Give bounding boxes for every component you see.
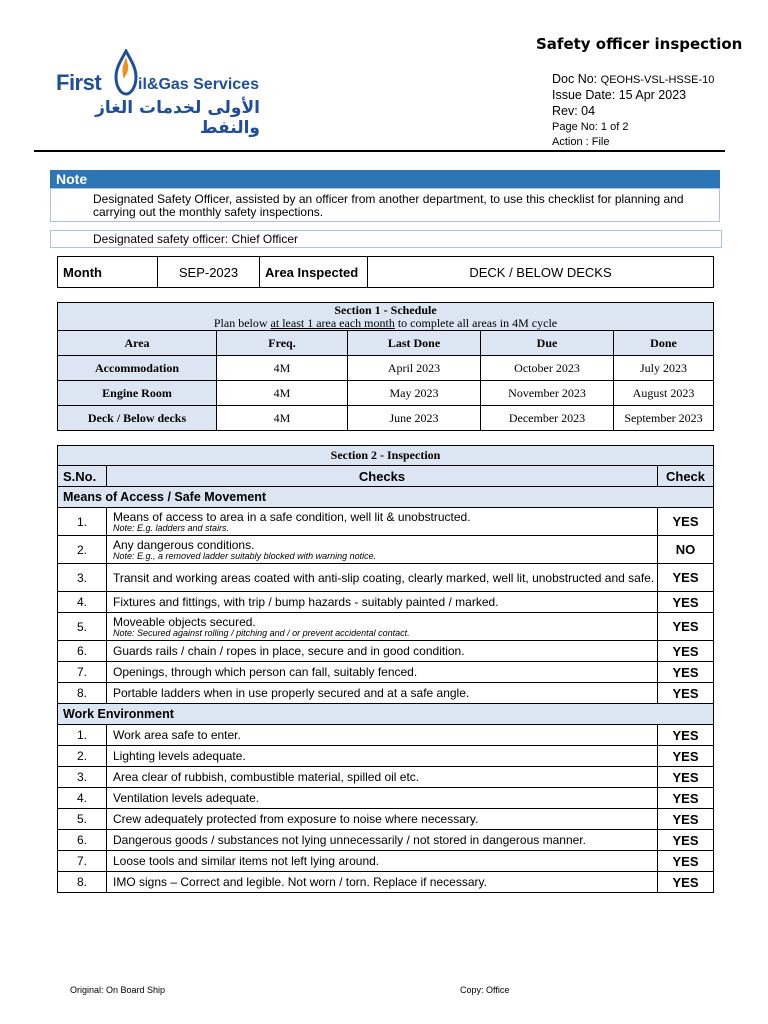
check-result: YES <box>658 725 714 746</box>
schedule-header-last-done: Last Done <box>348 331 481 356</box>
check-description <box>107 767 658 788</box>
month-value: SEP-2023 <box>158 257 260 288</box>
item-number: 5. <box>58 809 107 830</box>
inspection-title: Section 2 - Inspection <box>58 446 714 466</box>
check-result: NO <box>658 536 714 564</box>
doc-number <box>552 72 714 86</box>
check-text: Crew adequately protected from exposure to noise where necessary. <box>113 812 479 826</box>
check-description <box>107 725 658 746</box>
check-text: Any dangerous conditions. <box>113 537 255 552</box>
checklist-row <box>58 809 714 830</box>
action: Action : File <box>552 136 610 148</box>
checklist-row <box>58 767 714 788</box>
check-result: YES <box>658 830 714 851</box>
check-text: Loose tools and similar items not left lying around. <box>113 854 380 868</box>
schedule-done: July 2023 <box>614 356 714 381</box>
section-group-heading: Work Environment <box>58 704 714 725</box>
item-number: 7. <box>58 662 107 683</box>
checklist-row <box>58 788 714 809</box>
check-result: YES <box>658 564 714 592</box>
schedule-freq: 4M <box>217 381 348 406</box>
schedule-header-done: Done <box>614 331 714 356</box>
footer-copy: Copy: Office <box>460 985 510 995</box>
check-result: YES <box>658 592 714 613</box>
item-number: 2. <box>58 746 107 767</box>
section-group-heading: Means of Access / Safe Movement <box>58 487 714 508</box>
check-description <box>107 592 658 613</box>
check-description <box>107 508 658 536</box>
schedule-header-freq: Freq. <box>217 331 348 356</box>
check-text: Openings, through which person can fall, suitably fenced. <box>113 665 418 679</box>
schedule-due: December 2023 <box>481 406 614 431</box>
checklist-row <box>58 683 714 704</box>
schedule-area: Engine Room <box>102 385 172 400</box>
doc-number-value: QEOHS-VSL-HSSE-10 <box>600 74 715 86</box>
check-description <box>107 641 658 662</box>
header-divider <box>34 150 725 152</box>
oil-drop-icon <box>112 49 140 97</box>
header-sno: S.No. <box>58 466 107 487</box>
issue-date: Issue Date: 15 Apr 2023 <box>552 88 687 102</box>
schedule-row <box>58 381 714 406</box>
schedule-title-cell <box>58 303 714 331</box>
area-label: Area Inspected <box>260 257 368 288</box>
item-number: 5. <box>58 613 107 641</box>
check-result: YES <box>658 613 714 641</box>
logo-arabic-text: الأولى لخدمات الغاز والنفط <box>95 98 260 138</box>
check-text: Moveable objects secured. <box>113 614 256 629</box>
check-note: Note: Secured against rolling / pitching and / or prevent accidental contact. <box>113 627 410 638</box>
designated-officer: Designated safety officer: Chief Officer <box>50 230 722 248</box>
item-number: 3. <box>58 767 107 788</box>
schedule-done: September 2023 <box>614 406 714 431</box>
item-number: 4. <box>58 592 107 613</box>
schedule-header-area: Area <box>58 331 217 356</box>
check-text: Means of access to area in a safe condition, well lit & unobstructed. <box>113 509 471 524</box>
area-value: DECK / BELOW DECKS <box>368 257 714 288</box>
check-result: YES <box>658 872 714 893</box>
revision: Rev: 04 <box>552 104 596 118</box>
summary-table <box>57 256 714 288</box>
check-description <box>107 830 658 851</box>
checklist-row <box>58 564 714 592</box>
logo-rest-text: il&Gas Services <box>138 76 259 93</box>
check-text: Guards rails / chain / ropes in place, secure and in good condition. <box>113 644 465 658</box>
check-result: YES <box>658 788 714 809</box>
check-text: Lighting levels adequate. <box>113 749 246 763</box>
checklist-row <box>58 746 714 767</box>
page-number: Page No: 1 of 2 <box>552 121 629 133</box>
schedule-area: Deck / Below decks <box>87 410 187 425</box>
schedule-header-due: Due <box>481 331 614 356</box>
schedule-due: November 2023 <box>481 381 614 406</box>
check-text: Dangerous goods / substances not lying unnecessarily / not stored in dangerous manner. <box>113 833 586 847</box>
footer-original: Original: On Board Ship <box>70 985 166 995</box>
schedule-table <box>57 302 714 431</box>
schedule-last-done: April 2023 <box>348 356 481 381</box>
item-number: 1. <box>58 725 107 746</box>
schedule-subtitle: Plan below at least 1 area each month to complete all areas in 4M cycle <box>213 315 558 330</box>
doc-number-label: Doc No: <box>552 72 598 86</box>
check-description <box>107 809 658 830</box>
company-logo <box>56 44 266 138</box>
check-description <box>107 564 658 592</box>
check-result: YES <box>658 809 714 830</box>
note-heading: Note <box>50 170 720 188</box>
check-result: YES <box>658 851 714 872</box>
schedule-last-done: May 2023 <box>348 381 481 406</box>
item-number: 4. <box>58 788 107 809</box>
item-number: 8. <box>58 872 107 893</box>
check-note: Note: E.g., a removed ladder suitably blocked with warning notice. <box>113 550 377 561</box>
checklist-row <box>58 872 714 893</box>
item-number: 6. <box>58 830 107 851</box>
check-description <box>107 683 658 704</box>
inspection-table <box>57 445 714 893</box>
checklist-row <box>58 851 714 872</box>
check-description <box>107 851 658 872</box>
schedule-row <box>58 406 714 431</box>
check-text: Fixtures and fittings, with trip / bump hazards - suitably painted / marked. <box>113 595 499 609</box>
item-number: 6. <box>58 641 107 662</box>
check-result: YES <box>658 767 714 788</box>
check-text: Ventilation levels adequate. <box>113 791 260 805</box>
schedule-done: August 2023 <box>614 381 714 406</box>
checklist-row <box>58 725 714 746</box>
check-description <box>107 536 658 564</box>
header-check: Check <box>658 466 714 487</box>
schedule-freq: 4M <box>217 406 348 431</box>
check-text: Portable ladders when in use properly secured and at a safe angle. <box>113 686 470 700</box>
check-result: YES <box>658 662 714 683</box>
check-text: IMO signs – Correct and legible. Not worn / torn. Replace if necessary. <box>113 875 487 889</box>
check-text: Transit and working areas coated with anti-slip coating, clearly marked, well lit, unobstructed and safe. <box>113 570 655 585</box>
check-result: YES <box>658 508 714 536</box>
check-description <box>107 788 658 809</box>
schedule-last-done: June 2023 <box>348 406 481 431</box>
document-title: Safety officer inspection <box>536 35 743 53</box>
month-label: Month <box>58 257 158 288</box>
schedule-freq: 4M <box>217 356 348 381</box>
item-number: 7. <box>58 851 107 872</box>
item-number: 3. <box>58 564 107 592</box>
check-result: YES <box>658 641 714 662</box>
item-number: 2. <box>58 536 107 564</box>
check-description <box>107 613 658 641</box>
check-description <box>107 746 658 767</box>
check-text: Area clear of rubbish, combustible material, spilled oil etc. <box>113 770 420 784</box>
schedule-row <box>58 356 714 381</box>
schedule-due: October 2023 <box>481 356 614 381</box>
check-text: Work area safe to enter. <box>113 728 241 742</box>
item-number: 8. <box>58 683 107 704</box>
check-note: Note: E.g. ladders and stairs. <box>113 522 230 533</box>
header-checks: Checks <box>107 466 658 487</box>
check-result: YES <box>658 746 714 767</box>
check-description <box>107 662 658 683</box>
checklist-row <box>58 613 714 641</box>
schedule-title: Section 1 - Schedule <box>334 302 437 317</box>
note-text: Designated Safety Officer, assisted by an officer from another department, to use this checklist for planning and carrying out the monthly safety inspections. <box>50 188 720 222</box>
checklist-row <box>58 662 714 683</box>
item-number: 1. <box>58 508 107 536</box>
checklist-row <box>58 641 714 662</box>
checklist-row <box>58 830 714 851</box>
check-description <box>107 872 658 893</box>
checklist-row <box>58 536 714 564</box>
check-result: YES <box>658 683 714 704</box>
checklist-row <box>58 592 714 613</box>
schedule-area: Accommodation <box>95 360 179 375</box>
logo-first-text: First <box>56 70 102 95</box>
checklist-row <box>58 508 714 536</box>
